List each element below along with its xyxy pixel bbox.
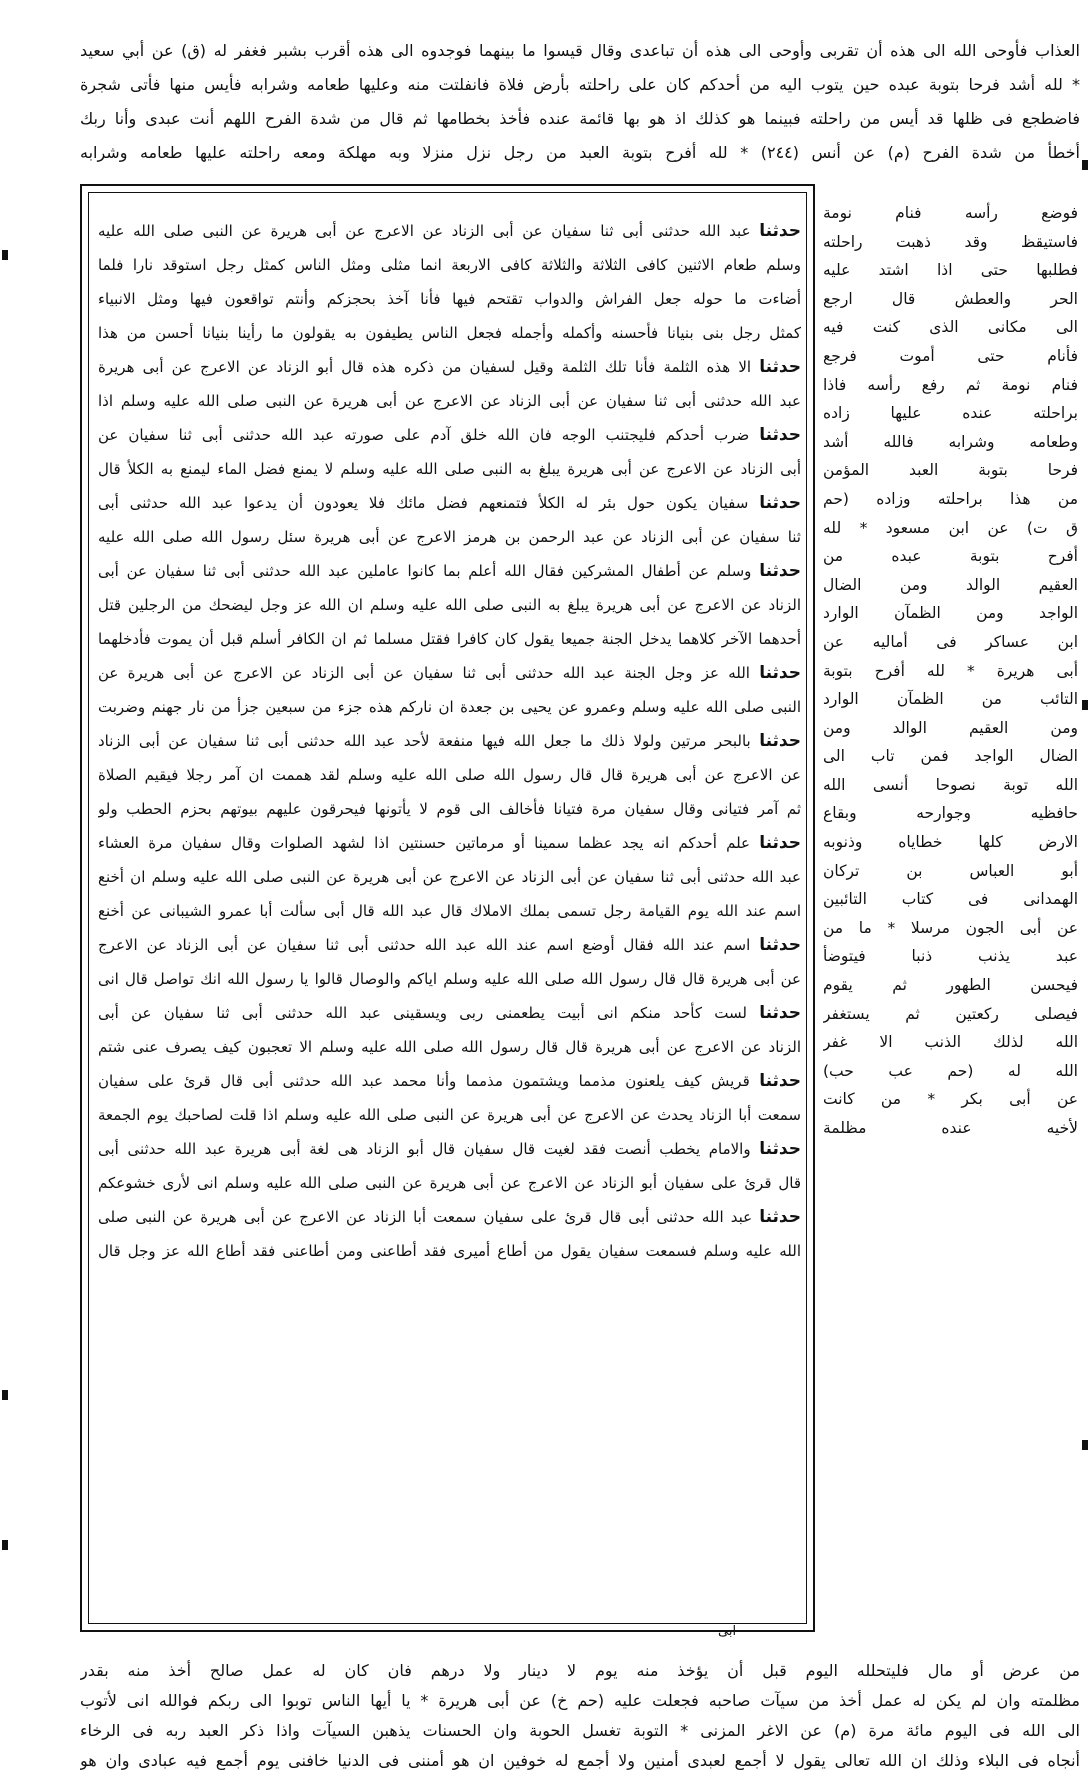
bottom-line: الى الله فى اليوم مائة مرة (م) عن الاغر المزنى * التوبة تغسل الحوبة وان الحسنات يذهبن السيآت واذا ذكر العبد ربه فى الرخاء xyxy=(80,1721,1080,1740)
main-line-text: الا هذه الثلمة فأنا تلك الثلمة وقيل لسفيان من ذكره هذه قال أبو الزناد عن الاعرج عن أبى هريرة xyxy=(98,358,752,376)
side-line: ق ت) عن ابن مسعود * لله xyxy=(823,518,1078,537)
side-line: الله توبة نصوحا أنسى الله xyxy=(823,775,1078,794)
bottom-line: من عرض أو مال فليتحلله اليوم قبل أن يؤخذ منه يوم لا دينار ولا درهم فان كان له عمل صالح أخذ منه بقدر xyxy=(80,1661,1080,1680)
haddathana-marker: حدثنا xyxy=(759,1207,801,1227)
top-margin-text xyxy=(80,34,1080,170)
main-line xyxy=(98,656,801,690)
bottom-line: مظلمته وان لم يكن له عمل أخذ من سيآت صاحبه فجعلت عليه (حم خ) عن أبى هريرة * يا أيها الناس توبوا الى ربكم فوالله انى لأتوب xyxy=(80,1691,1080,1710)
scan-mark xyxy=(2,1540,8,1550)
main-line xyxy=(98,486,801,520)
scan-mark xyxy=(1082,1440,1088,1450)
main-line-text: الزناد عن الاعرج عن أبى هريرة قال قال رسول الله صلى الله عليه وسلم الا تعجبون كيف يصرف عنى شتم xyxy=(98,1038,801,1056)
main-boxed-text xyxy=(98,214,801,1268)
side-line: الهمدانى فى كتاب التائبين xyxy=(823,890,1078,909)
scan-mark xyxy=(2,250,8,260)
main-line xyxy=(98,622,801,656)
top-line: فاضطجع فى ظلها قد أيس من راحلته فبينما هو كذلك اذ هو بها قائمة عنده فأخذ بخطامها ثم قال من شدة الفرح اللهم أنت عبدى وأنا ربك xyxy=(80,109,1080,128)
bottom-margin-text xyxy=(80,1656,1080,1776)
main-line-text: سمعت أبا الزناد يحدث عن الاعرج عن أبى هريرة عن النبى صلى الله عليه وسلم اذا قلت لصاحبك يوم الجمعة xyxy=(98,1106,801,1124)
side-margin-text xyxy=(823,199,1078,1143)
side-line: فطلبها حتى اذا اشتد عليه xyxy=(823,261,1078,280)
side-line: فنام نومة ثم رفع رأسه فاذا xyxy=(823,375,1078,394)
side-line: الضال الواجد فمن تاب الى xyxy=(823,747,1078,766)
haddathana-marker: حدثنا xyxy=(759,935,801,955)
side-line: الارض كلها خطاياه وذنوبه xyxy=(823,833,1078,852)
scan-mark xyxy=(2,1390,8,1400)
side-line: ابن عساكر فى أماليه عن xyxy=(823,632,1078,651)
main-line xyxy=(98,928,801,962)
main-line-text: وسلم عن أطفال المشركين فقال الله أعلم بما كانوا عاملين عبد الله حدثنى أبى ثنا سفيان عن أبى xyxy=(98,562,752,580)
side-line: عبد يذنب ذنبا فيتوضأ xyxy=(823,947,1078,966)
side-line: فاستيقظ وقد ذهبت راحلته xyxy=(823,232,1078,251)
side-line: الواجد ومن الظمآن الوارد xyxy=(823,604,1078,623)
main-line-text: ضرب أحدكم فليجتنب الوجه فان الله خلق آدم على صورته عبد الله حدثنى أبى ثنا سفيان عن xyxy=(98,426,750,444)
main-line-text: قريش كيف يلعنون مذمما ويشتمون مذمما وأنا محمد عبد الله حدثنى أبى قال قرئ على سفيان xyxy=(98,1072,750,1090)
haddathana-marker: حدثنا xyxy=(759,1003,801,1023)
haddathana-marker: حدثنا xyxy=(759,561,801,581)
side-line: الحر والعطش قال ارجع xyxy=(823,289,1078,308)
main-line-text: عن أبى هريرة قال قال رسول الله صلى الله عليه وسلم اياكم والوصال قالوا يا رسول الله انك تواصل قال انى xyxy=(98,970,801,988)
main-line xyxy=(98,418,801,452)
main-line xyxy=(98,384,801,418)
side-line: الى مكانى الذى كنت فيه xyxy=(823,318,1078,337)
main-line xyxy=(98,792,801,826)
main-line-text: لست كأحد منكم انى أبيت يطعمنى ربى ويسقينى عبد الله حدثنى أبى ثنا سفيان عن أبى xyxy=(98,1004,747,1022)
side-line: الله لذلك الذنب الا غفر xyxy=(823,1033,1078,1052)
main-line-text: عبد الله حدثنى أبى ثنا سفيان عن أبى الزناد عن الاعرج عن أبى هريرة عن النبى صلى الله عليه وسلم ان أخنع xyxy=(98,868,801,886)
main-line-text: عن الاعرج عن أبى هريرة قال قال رسول الله صلى الله عليه وسلم لقد هممت ان آمر رجلا فيقيم الصلاة xyxy=(98,766,801,784)
main-line xyxy=(98,1064,801,1098)
side-line: وطعامه وشرابه فالله أشد xyxy=(823,432,1078,451)
side-line: براحلته عنده عليها زاده xyxy=(823,404,1078,423)
main-line-text: الزناد عن الاعرج عن أبى هريرة يبلغ به النبى صلى الله عليه وسلم ان الله عز وجل ليضحك من الرجلين قتل xyxy=(98,596,801,614)
main-line xyxy=(98,1030,801,1064)
main-line-text: أضاءت ما حوله جعل الفراش والدواب تقتحم فيها فأنا آخذ بحجزكم وأنتم تواقعون فيها ومثل الانبياء xyxy=(98,290,801,308)
main-line-text: عبد الله حدثنى أبى ثنا سفيان عن أبى الزناد عن الاعرج عن أبى هريرة عن النبى صلى الله عليه وسلم اذا xyxy=(98,392,801,410)
main-line-text: اسم عند الله فقال أوضع اسم عند الله عبد الله حدثنى أبى ثنا سفيان عن أبى الزناد عن الاعرج xyxy=(98,936,751,954)
haddathana-marker: حدثنا xyxy=(759,1071,801,1091)
main-line-text: الله عليه وسلم فسمعت سفيان يقول من أطاع أميرى فقد أطاعنى ومن أطاعنى فقد أطاع الله عز وجل قال xyxy=(98,1242,801,1260)
main-line-text: أحدهما الآخر كلاهما يدخل الجنة جميعا يقول كان كافرا فقتل مسلما ثم ان الكافر أسلم قبل أن يموت فأدخلهما xyxy=(98,630,801,648)
haddathana-marker: حدثنا xyxy=(759,731,801,751)
haddathana-marker: حدثنا xyxy=(759,425,801,445)
side-line: فيحسن الطهور ثم يقوم xyxy=(823,976,1078,995)
main-line xyxy=(98,248,801,282)
side-line: أبو العباس بن تركان xyxy=(823,861,1078,880)
main-line-text: اسم عند الله يوم القيامة رجل تسمى بملك الاملاك قال عبد الله قال أبى سألت أبا عمرو الشيبانى عن أخنع xyxy=(98,902,801,920)
main-line xyxy=(98,1132,801,1166)
main-line xyxy=(98,452,801,486)
main-line-text: علم أحدكم انه يجد عظما سمينا أو مرماتين حسنتين اذا لشهد الصلوات وقال سفيان مرة العشاء xyxy=(98,834,750,852)
main-line-text: قال قرئ على سفيان أبو الزناد عن الاعرج عن أبى هريرة عن النبى صلى الله عليه وسلم انى لأرى خشوعكم xyxy=(98,1174,801,1192)
main-line-text: ثنا سفيان عن أبى الزناد عن عبد الرحمن بن هرمز الاعرج عن أبى هريرة سئل رسول الله صلى الله عليه xyxy=(98,528,801,546)
top-line: أخطأ من شدة الفرح (م) عن أنس (٢٤٤) * لله أفرح بتوبة العبد من رجل نزل منزلا وبه مهلكة ومعه راحلته عليها طعامه وشرابه xyxy=(80,143,1080,162)
main-line-text: بالبحر مرتين ولولا ذلك ما جعل الله فيها منفعة لأحد عبد الله حدثنى أبى ثنا سفيان عن أبى الزناد xyxy=(98,732,751,750)
main-line xyxy=(98,282,801,316)
main-line-text: أبى الزناد عن الاعرج عن أبى هريرة يبلغ به النبى صلى الله عليه وسلم لا يمنع فضل الماء ليمنع به الكلأ قال xyxy=(98,460,801,478)
main-line xyxy=(98,588,801,622)
side-line: العقيم الوالد ومن الضال xyxy=(823,575,1078,594)
main-line-text: سفيان يكون حول بئر له الكلأ فتمنعهم فضل مائك فلا يعودون أن يدعوا عبد الله حدثنى أبى xyxy=(98,494,749,512)
bottom-line: أنجاه فى البلاء وذلك ان الله تعالى يقول لا أجمع لعبدى أمنين ولا أجمع له خوفين ان هو أمننى فى الدنيا خافنى يوم أجمع فيه عبادى وان هو xyxy=(80,1751,1080,1770)
main-line xyxy=(98,554,801,588)
side-line: من هذا براحلته وزاده (حم xyxy=(823,489,1078,508)
main-line xyxy=(98,316,801,350)
main-line xyxy=(98,996,801,1030)
main-line xyxy=(98,350,801,384)
side-line: عن أبى بكر * من كانت xyxy=(823,1090,1078,1109)
main-line xyxy=(98,860,801,894)
main-line-text: وسلم طعام الاثنين كافى الثلاثة والثلاثة كافى الاربعة انما مثلى ومثل الناس كمثل رجل استوقد نارا فلما xyxy=(98,256,801,274)
scan-mark xyxy=(1082,160,1088,170)
side-line: عن أبى الجون مرسلا * ما من xyxy=(823,918,1078,937)
haddathana-marker: حدثنا xyxy=(759,357,801,377)
haddathana-marker: حدثنا xyxy=(759,221,801,241)
side-line: ومن العقيم الوالد ومن xyxy=(823,718,1078,737)
main-line xyxy=(98,962,801,996)
main-line-text: والامام يخطب أنصت فقد لغيت قال سفيان قال أبو الزناد هى لغة أبى هريرة عبد الله حدثنى أبى xyxy=(98,1140,751,1158)
main-line xyxy=(98,1166,801,1200)
main-line-text: ثم آمر فتيانى وقال سفيان مرة فتيانا فأخالف الى قوم لا يأتونها فيحرقون عليهم بيوتهم بحزم الحطب ولو xyxy=(98,800,801,818)
main-line xyxy=(98,690,801,724)
side-line: التائب من الظمآن الوارد xyxy=(823,690,1078,709)
side-line: أفرح بتوبة عبده من xyxy=(823,547,1078,566)
side-line: فيصلى ركعتين ثم يستغفر xyxy=(823,1004,1078,1023)
main-line xyxy=(98,1200,801,1234)
side-line: فوضع رأسه فنام نومة xyxy=(823,204,1078,222)
haddathana-marker: حدثنا xyxy=(759,1139,801,1159)
side-line: لأخيه عنده مظلمة xyxy=(823,1119,1078,1137)
main-line xyxy=(98,214,801,248)
side-line: حافظيه وجوارحه وبقاع xyxy=(823,804,1078,823)
side-line: أبى هريرة * لله أفرح بتوبة xyxy=(823,661,1078,680)
top-line: * لله أشد فرحا بتوبة عبده حين يتوب اليه من أحدكم كان على راحلته بأرض فلاة فانفلتت منه وعليها طعامه وشرابه فأيس منها فأتى شجرة xyxy=(80,75,1080,94)
stray-marginal-note: ابى xyxy=(718,1624,737,1639)
main-line-text: الله عز وجل الجنة عبد الله حدثنى أبى ثنا سفيان عن أبى الزناد عن الاعرج عن أبى هريرة عن xyxy=(98,664,750,682)
main-line xyxy=(98,894,801,928)
main-line xyxy=(98,1234,801,1268)
main-line-text: عبد الله حدثنى أبى ثنا سفيان عن أبى الزناد عن الاعرج عن أبى هريرة عن النبى صلى الله عليه xyxy=(98,222,751,240)
main-line-text: عبد الله حدثنى أبى قال قرئ على سفيان سمعت أبا الزناد عن الاعرج عن أبى هريرة عن النبى صلى xyxy=(98,1208,753,1226)
scan-mark xyxy=(1082,700,1088,710)
main-line-text: كمثل رجل بنى بنيانا فأحسنه وأكمله وأجمله فجعل الناس يطيفون به يقولون ما رأينا بنيانا أحسن من هذا xyxy=(98,324,801,342)
main-line xyxy=(98,520,801,554)
haddathana-marker: حدثنا xyxy=(759,833,801,853)
top-line: العذاب فأوحى الله الى هذه أن تقربى وأوحى الى هذه أن تباعدى وقال قيسوا ما بينهما فوجدوه الى هذه أقرب بشبر فغفر له (ق) عن أبي سعيد xyxy=(80,41,1080,60)
side-line: فأنام حتى أموت فرجع xyxy=(823,346,1078,365)
side-line: فرحا بتوبة العبد المؤمن xyxy=(823,461,1078,480)
main-line xyxy=(98,826,801,860)
main-line xyxy=(98,724,801,758)
haddathana-marker: حدثنا xyxy=(759,663,801,683)
main-line xyxy=(98,1098,801,1132)
side-line: الله له (حم عب حب) xyxy=(823,1061,1078,1080)
haddathana-marker: حدثنا xyxy=(759,493,801,513)
main-line-text: النبى صلى الله عليه وسلم وعمرو عن يحيى بن جعدة ان ناركم هذه جزء من سبعين جزأ من نار جهنم وضربت xyxy=(98,698,801,716)
main-line xyxy=(98,758,801,792)
